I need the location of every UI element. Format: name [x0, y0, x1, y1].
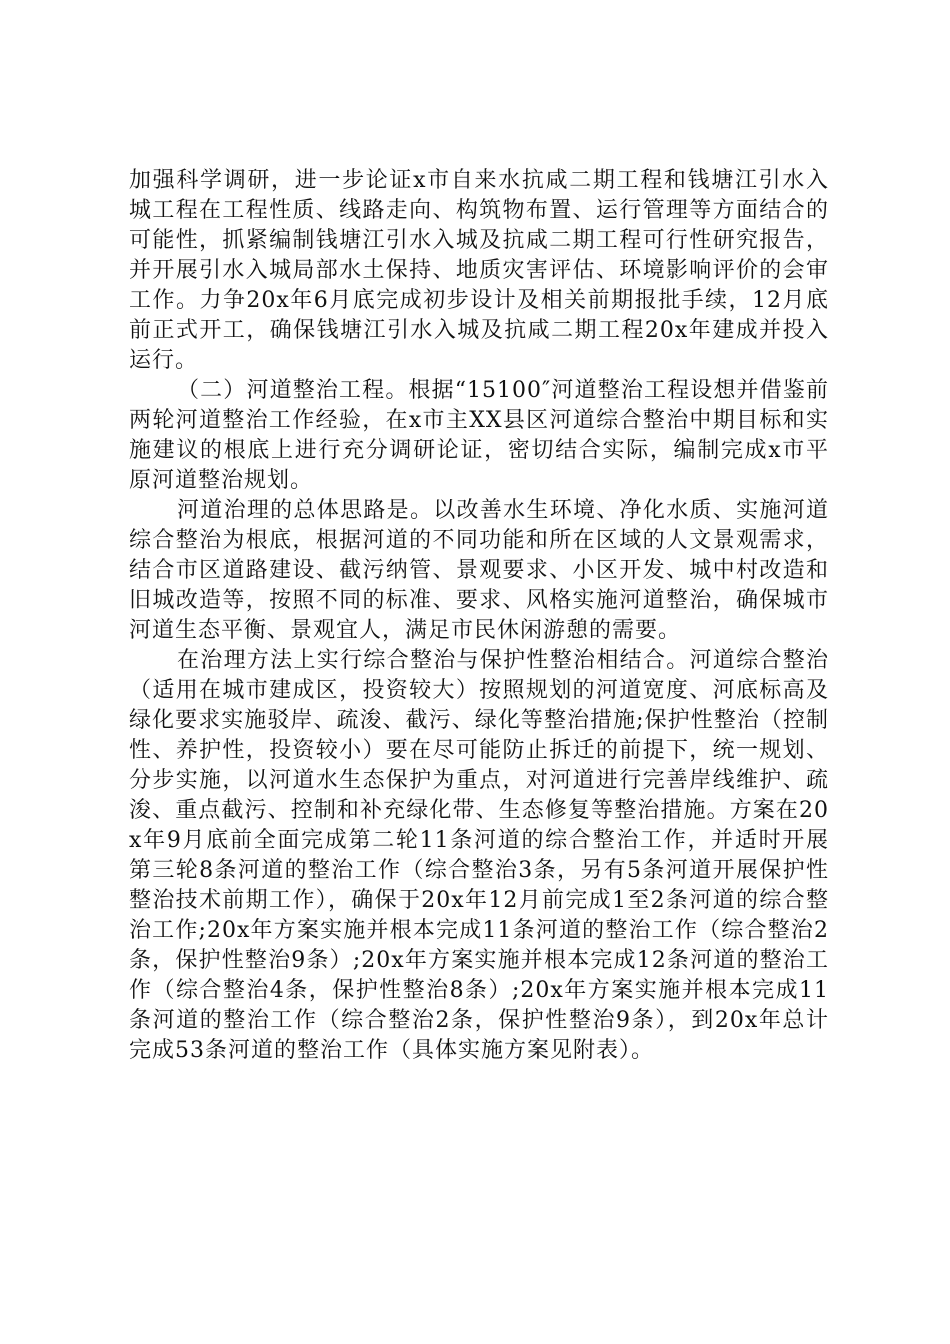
paragraph-2: （二）河道整治工程。根据“15100″河道整治工程设想并借鉴前两轮河道整治工作经验，在x市主XX县区河道综合整治中期目标和实施建议的根底上进行充分调研论证，密切结合实际，编制完成x市平原河道整治规划。: [129, 378, 829, 493]
paragraph-1: 加强科学调研，进一步论证x市自来水抗咸二期工程和钱塘江引水入城工程在工程性质、线路走向、构筑物布置、运行管理等方面结合的可能性，抓紧编制钱塘江引水入城及抗咸二期工程可行性研究报告，并开展引水入城局部水土保持、地质灾害评估、环境影响评价的会审工作。力争20x年6月底完成初步设计及相关前期报批手续，12月底前正式开工，确保钱塘江引水入城及抗咸二期工程20x年建成并投入运行。: [129, 168, 829, 373]
paragraph-4: 在治理方法上实行综合整治与保护性整治相结合。河道综合整治（适用在城市建成区，投资较大）按照规划的河道宽度、河底标高及绿化要求实施驳岸、疏浚、截污、绿化等整治措施;保护性整治（控制性、养护性，投资较小）要在尽可能防止拆迁的前提下，统一规划、分步实施，以河道水生态保护为重点，对河道进行完善岸线维护、疏浚、重点截污、控制和补充绿化带、生态修复等整治措施。方案在20x年9月底前全面完成第二轮11条河道的综合整治工作，并适时开展第三轮8条河道的整治工作（综合整治3条，另有5条河道开展保护性整治技术前期工作），确保于20x年12月前完成1至2条河道的综合整治工作;20x年方案实施并根本完成11条河道的整治工作（综合整治2条，保护性整治9条）;20x年方案实施并根本完成12条河道的整治工作（综合整治4条，保护性整治8条）;20x年方案实施并根本完成11条河道的整治工作（综合整治2条，保护性整治9条），到20x年总计完成53条河道的整治工作（具体实施方案见附表）。: [129, 648, 829, 1063]
document-body: [129, 166, 829, 1066]
paragraph-3: 河道治理的总体思路是。以改善水生环境、净化水质、实施河道综合整治为根底，根据河道的不同功能和所在区域的人文景观需求，结合市区道路建设、截污纳管、景观要求、小区开发、城中村改造和旧城改造等，按照不同的标准、要求、风格实施河道整治，确保城市河道生态平衡、景观宜人，满足市民休闲游憩的需要。: [129, 498, 829, 643]
